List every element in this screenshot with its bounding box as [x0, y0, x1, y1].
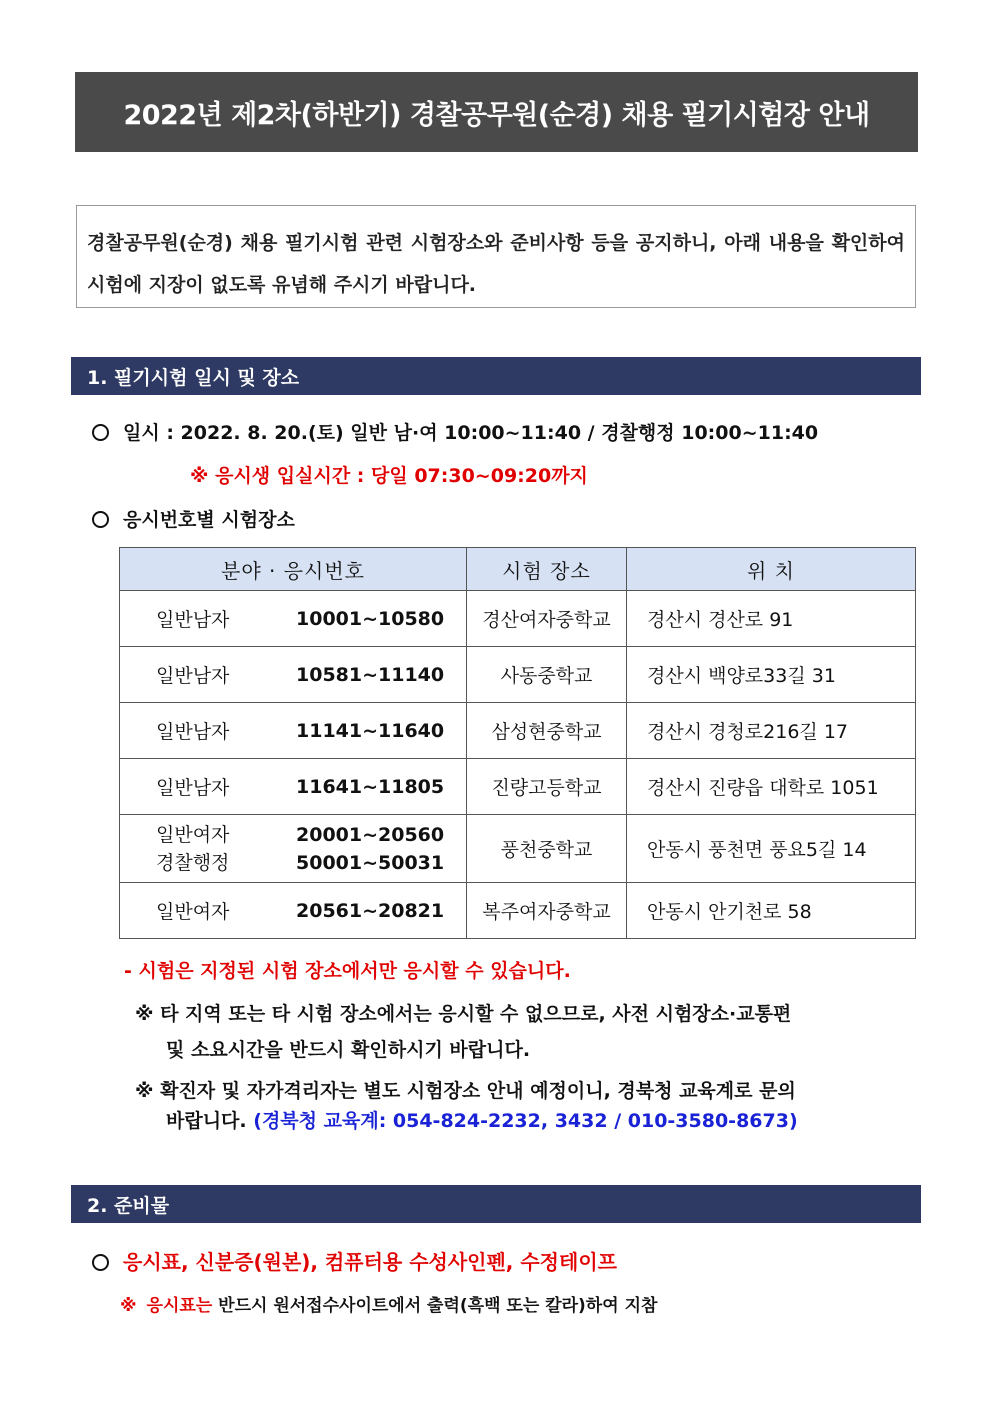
- venues-label: [92, 505, 295, 532]
- page-title: 2022년 제2차(하반기) 경찰공무원(순경) 채용 필기시험장 안내: [75, 72, 918, 152]
- note-quarantine-line2: [166, 1106, 798, 1133]
- applicant-type: 일반남자: [156, 777, 230, 799]
- note-other-region-line1: ※ 타 지역 또는 타 시험 장소에서는 응시할 수 없으므로, 사전 시험장소·교통편: [135, 1003, 792, 1025]
- venue-address: 경산시 경청로216길 17: [627, 703, 916, 759]
- category-cell: [120, 815, 467, 883]
- applicant-type: 일반남자: [156, 665, 230, 687]
- table-row: [120, 883, 916, 939]
- admission-ticket-note: [120, 1291, 657, 1316]
- note-other-region-line2: 및 소요시간을 반드시 확인하시기 바랍니다.: [166, 1039, 531, 1061]
- number-range-line: 50001~50031: [296, 851, 445, 874]
- supplies-list-text: 응시표, 신분증(원본), 컴퓨터용 수성사인펜, 수정테이프: [123, 1250, 617, 1274]
- venue-name: 진량고등학교: [467, 759, 627, 815]
- applicant-type-line: 일반여자: [156, 823, 230, 846]
- category-cell: [120, 759, 467, 815]
- table-row: [120, 703, 916, 759]
- exam-datetime-text: 일시 : 2022. 8. 20.(토) 일반 남·여 10:00~11:40 / 경찰행정 10:00~11:40: [123, 422, 819, 444]
- category-cell: [120, 591, 467, 647]
- applicant-number-range: 11641~11805: [296, 775, 445, 798]
- applicant-number-range: 10001~10580: [296, 607, 445, 630]
- venue-address: 경산시 경산로 91: [627, 591, 916, 647]
- note-quarantine-line1: ※ 확진자 및 자가격리자는 별도 시험장소 안내 예정이니, 경북청 교육계로 문의: [135, 1080, 796, 1102]
- exam-datetime: [92, 418, 818, 445]
- ticket-highlight: 응시표는: [146, 1296, 213, 1316]
- applicant-number-range: [296, 821, 466, 877]
- contact-info: (경북청 교육계: 054-824-2232, 3432 / 010-3580-8673): [253, 1110, 798, 1132]
- venue-name: 풍천중학교: [467, 815, 627, 883]
- venues-label-text: 응시번호별 시험장소: [123, 509, 295, 531]
- reference-mark: ※: [120, 1296, 137, 1316]
- note-quarantine-text: 바랍니다.: [166, 1110, 247, 1132]
- circle-bullet-icon: [92, 424, 109, 441]
- venue-name: 경산여자중학교: [467, 591, 627, 647]
- venue-name: 복주여자중학교: [467, 883, 627, 939]
- applicant-type: [120, 821, 296, 877]
- category-cell: [120, 703, 467, 759]
- header-place: 시험 장소: [467, 548, 627, 591]
- applicant-type-line: 경찰행정: [156, 851, 230, 874]
- header-location: 위 치: [627, 548, 916, 591]
- venue-name: 삼성현중학교: [467, 703, 627, 759]
- applicant-type: 일반여자: [156, 901, 230, 923]
- table-row: [120, 815, 916, 883]
- supplies-list: [92, 1246, 617, 1275]
- applicant-type: 일반남자: [156, 609, 230, 631]
- number-range-line: 20001~20560: [296, 823, 445, 846]
- header-category: 분야 · 응시번호: [120, 548, 467, 591]
- section-heading-2: 2. 준비물: [71, 1185, 921, 1223]
- applicant-type: 일반남자: [156, 721, 230, 743]
- notice-box: 경찰공무원(순경) 채용 필기시험 관련 시험장소와 준비사항 등을 공지하니, 아래 내용을 확인하여 시험에 지장이 없도록 유념해 주시기 바랍니다.: [76, 205, 916, 308]
- venue-address: 경산시 백양로33길 31: [627, 647, 916, 703]
- table-header-row: [120, 548, 916, 591]
- category-cell: [120, 883, 467, 939]
- applicant-number-range: 11141~11640: [296, 719, 445, 742]
- section-heading-1: 1. 필기시험 일시 및 장소: [71, 357, 921, 395]
- venue-address: 안동시 안기천로 58: [627, 883, 916, 939]
- entry-time-note: ※ 응시생 입실시간 : 당일 07:30~09:20까지: [190, 465, 588, 487]
- circle-bullet-icon: [92, 1254, 109, 1271]
- venue-restriction-note: - 시험은 지정된 시험 장소에서만 응시할 수 있습니다.: [124, 960, 571, 982]
- table-row: [120, 647, 916, 703]
- category-cell: [120, 647, 467, 703]
- venue-table: [119, 547, 916, 939]
- applicant-number-range: 10581~11140: [296, 663, 445, 686]
- venue-address: 안동시 풍천면 풍요5길 14: [627, 815, 916, 883]
- table-row: [120, 591, 916, 647]
- ticket-note-rest: 반드시 원서접수사이트에서 출력(흑백 또는 칼라)하여 지참: [218, 1296, 658, 1316]
- venue-name: 사동중학교: [467, 647, 627, 703]
- venue-address: 경산시 진량읍 대학로 1051: [627, 759, 916, 815]
- circle-bullet-icon: [92, 511, 109, 528]
- table-row: [120, 759, 916, 815]
- applicant-number-range: 20561~20821: [296, 899, 445, 922]
